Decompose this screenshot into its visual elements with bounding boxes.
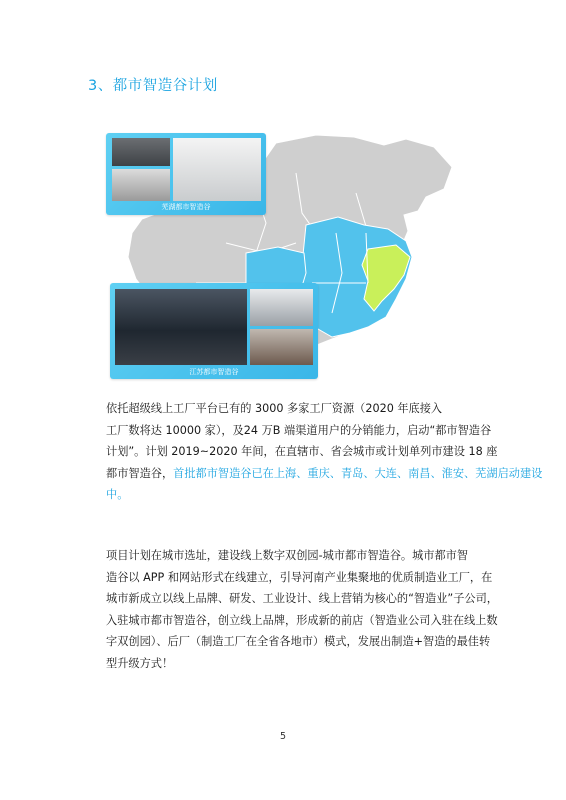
paragraph-1-line-5: 中。 — [106, 488, 129, 502]
paragraph-1-line-4-text: 都市智造谷， — [106, 466, 174, 480]
paragraph-1-line-4 — [106, 463, 543, 485]
section-heading: 3、都市智造谷计划 — [88, 78, 218, 94]
photo-meeting — [250, 329, 313, 365]
photo-hall — [115, 289, 247, 365]
paragraph-2-line-3: 城市新成立以线上品牌、研发、工业设计、线上营销为核心的“智造业”子公司， — [106, 592, 498, 606]
paragraph-1-line-2: 工厂数将达 10000 家），及24 万B 端渠道用户的分销能力，启动“都市智造谷 — [106, 423, 492, 437]
paragraph-1 — [106, 398, 543, 506]
photo-small-bottom — [112, 169, 170, 201]
photo-card-wuhu — [106, 133, 266, 215]
photo-caption-jiangsu: 江苏都市智造谷 — [189, 368, 239, 376]
paragraph-2-line-5: 字双创园）、后厂（制造工厂在全省各地市）模式，发展出制造+智造的最佳转 — [106, 635, 491, 649]
paragraph-2-line-1: 项目计划在城市选址，建设线上数字双创园-城市都市智造谷。城市都市智 — [106, 549, 469, 562]
paragraph-2-line-4: 入驻城市都市智造谷，创立线上品牌，形成新的前店（智造业公司入驻在线上数 — [106, 613, 498, 627]
photo-small-top — [112, 138, 170, 166]
photo-large — [173, 138, 261, 201]
photo-office — [250, 289, 313, 326]
paragraph-2-line-2: 造谷以 APP 和网站形式在线建立，引导河南产业集聚地的优质制造业工厂，在 — [106, 570, 493, 584]
photo-caption-wuhu: 芜湖都市智造谷 — [161, 203, 211, 211]
photo-card-jiangsu — [110, 283, 318, 379]
china-map-figure — [106, 133, 460, 379]
paragraph-2-line-6: 型升级方式！ — [106, 656, 174, 670]
paragraph-1-line-3: 计划”。计划 2019~2020 年间，在直辖市、省会城市或计划单列市建设 18 座 — [106, 445, 498, 459]
paragraph-2 — [106, 545, 514, 675]
highlight-text: 首批都市智造谷已在上海、重庆、青岛、大连、南昌、淮安、芜湖启动建设 — [173, 466, 543, 480]
page-number: 5 — [279, 731, 287, 742]
paragraph-1-line-1: 依托超级线上工厂平台已有的 3000 多家工厂资源（2020 年底接入 — [106, 402, 443, 415]
